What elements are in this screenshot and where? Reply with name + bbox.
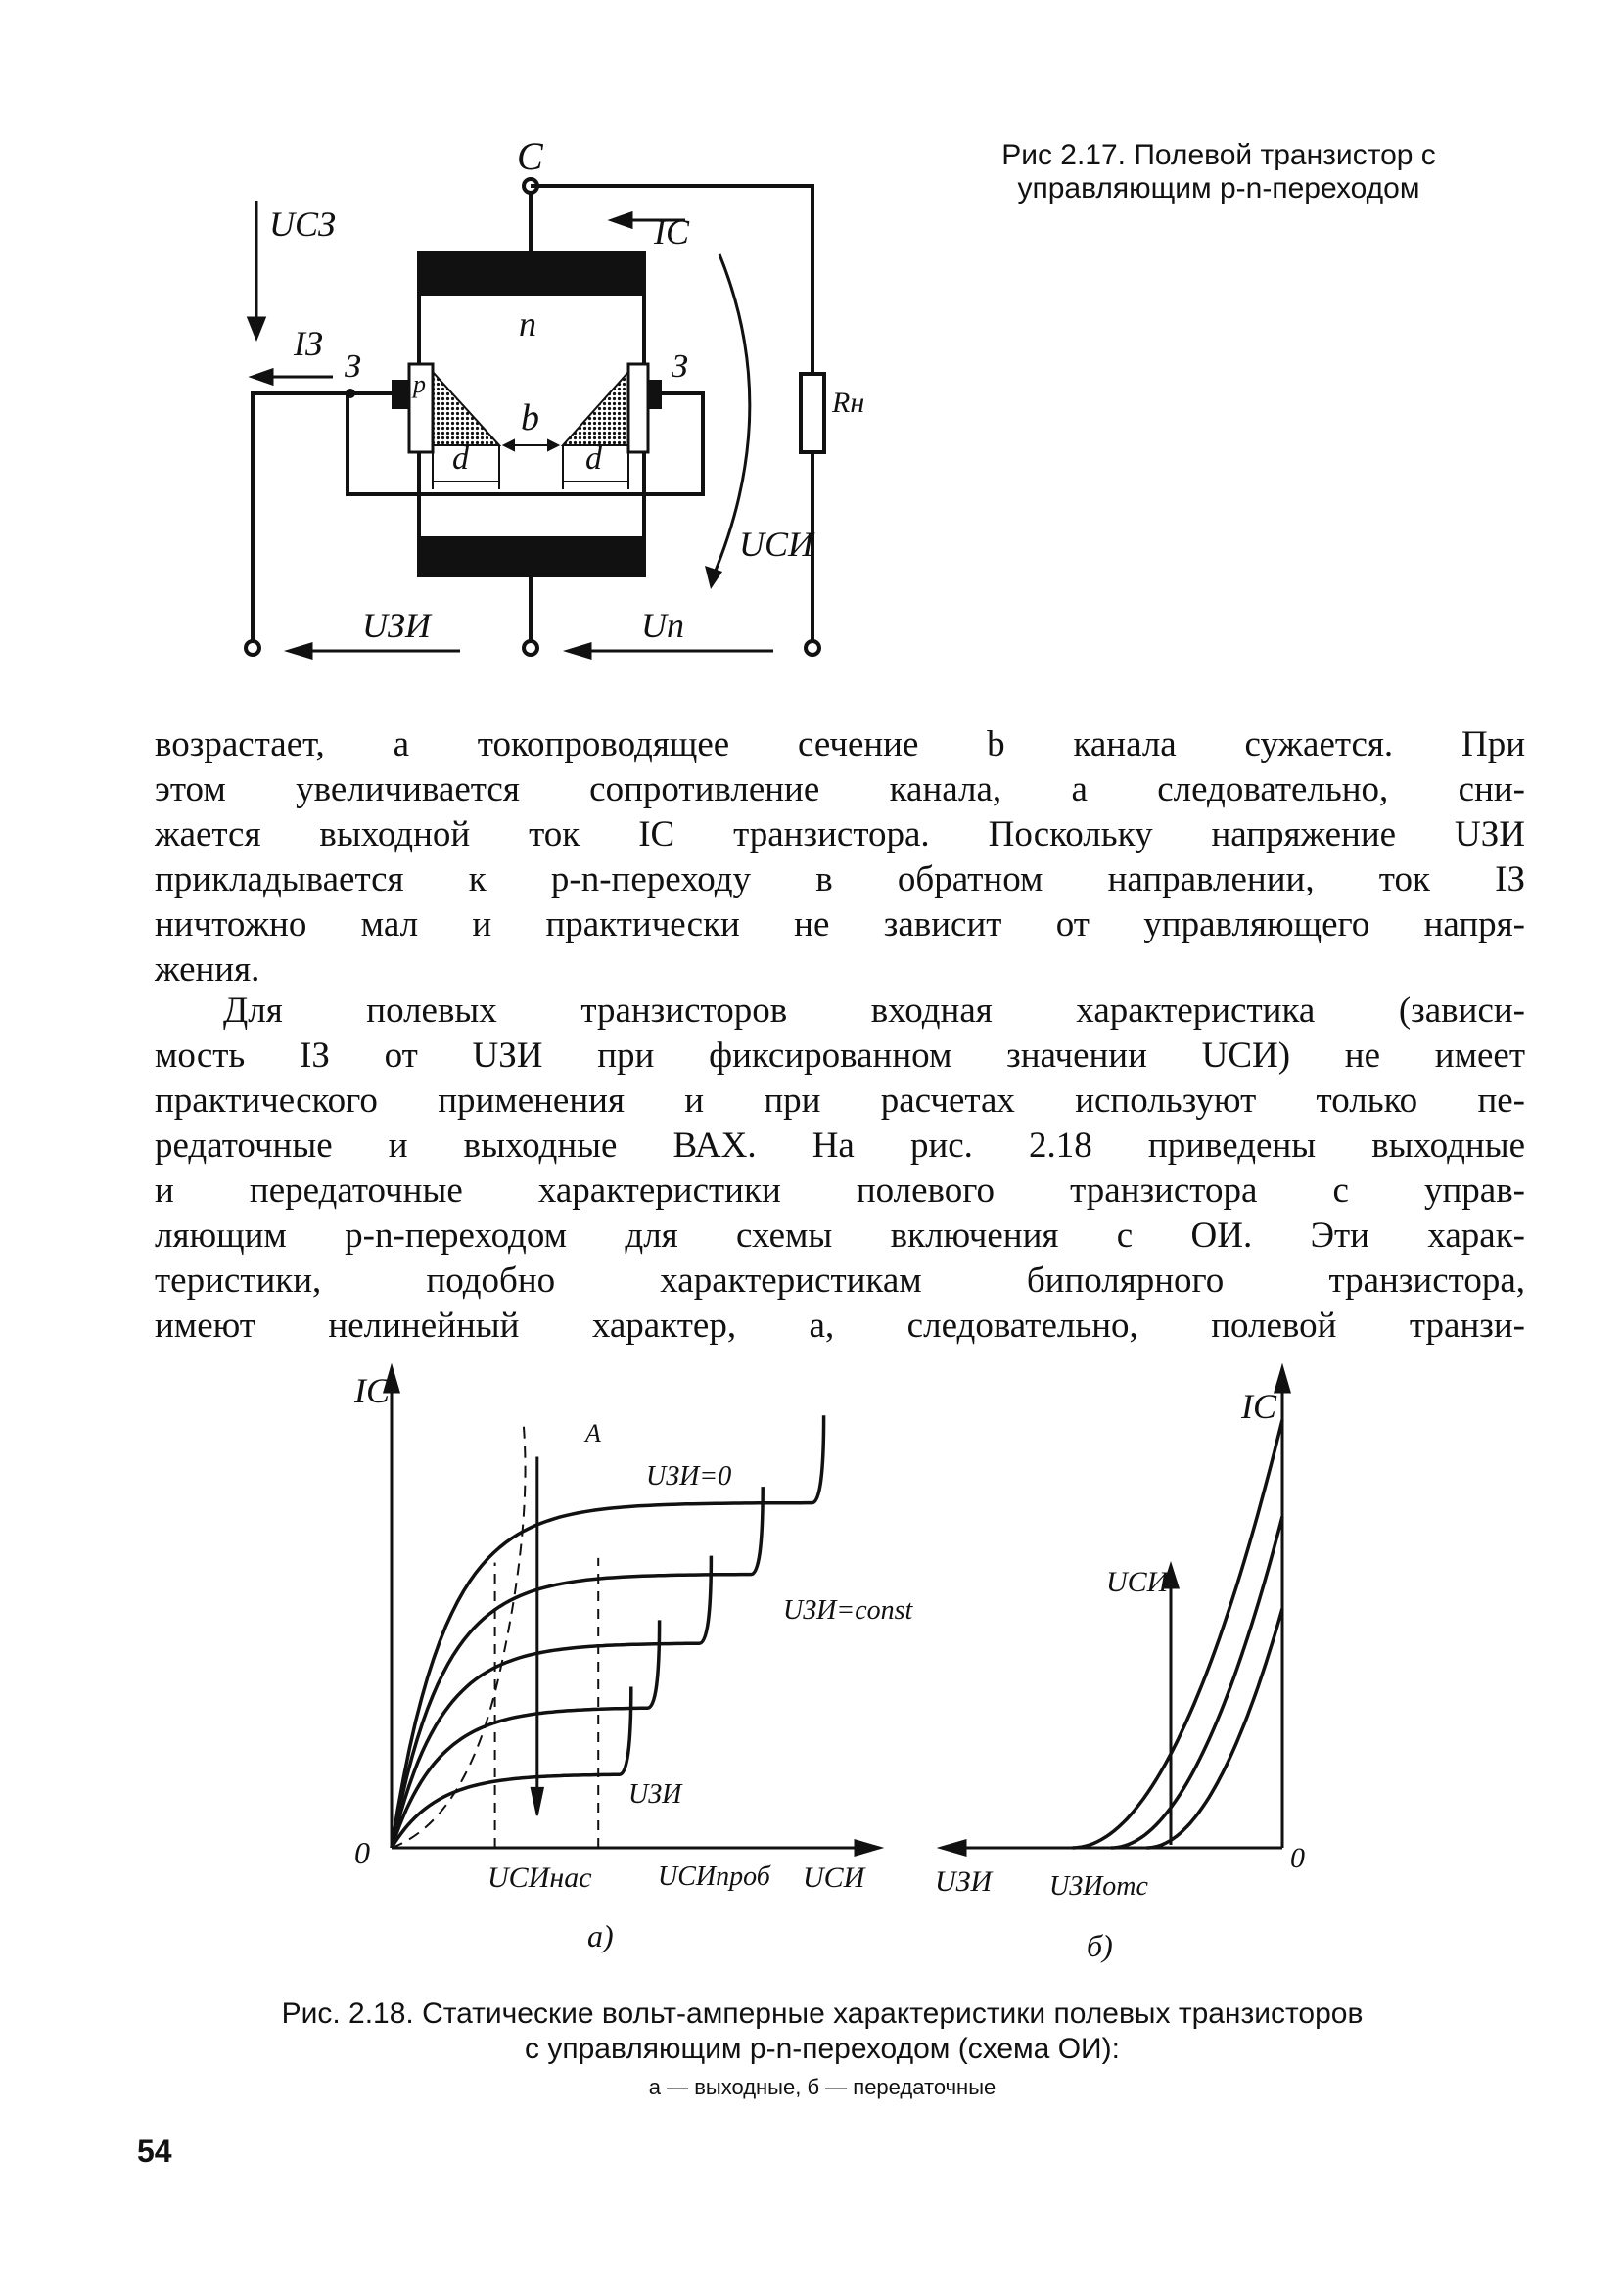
text-line: практического применения и при расчетах используют только пе- bbox=[155, 1080, 1525, 1121]
chart-a-annotation-a: A bbox=[585, 1419, 601, 1447]
chart-a-title: а) bbox=[587, 1918, 614, 1953]
chart-a-tick-usinas: UСИнас bbox=[487, 1861, 592, 1894]
figure-2-17-caption bbox=[925, 139, 1512, 206]
gate-source-terminal bbox=[246, 641, 259, 655]
label-u-p: Uп bbox=[641, 606, 684, 645]
label-i-z: IЗ bbox=[294, 324, 323, 363]
figure-2-18-caption-sub: а — выходные, б — передаточные bbox=[648, 2075, 997, 2099]
text-line: и передаточные характеристики полевого транзистора с управ- bbox=[155, 1171, 1525, 1211]
chart-a-annotation-uzi0: UЗИ=0 bbox=[646, 1461, 732, 1492]
depletion-region-left bbox=[433, 372, 499, 445]
gate-contact-right bbox=[648, 380, 662, 409]
label-gate-right: З bbox=[672, 348, 688, 385]
drain-electrode bbox=[419, 253, 644, 296]
text-line: имеют нелинейный характер, а, следовательно, полевой транзи- bbox=[155, 1306, 1525, 1346]
load-resistor bbox=[801, 374, 824, 452]
chart-b-ylabel: IС bbox=[1241, 1387, 1276, 1426]
chart-b-title: б) bbox=[1087, 1928, 1113, 1963]
text-line: прикладывается к p-n-переходу в обратном направлении, ток IЗ bbox=[155, 859, 1525, 899]
text-line: возрастает, а токопроводящее сечение b канала сужается. При bbox=[155, 724, 1525, 764]
chart-b-curve-1 bbox=[1073, 1420, 1283, 1848]
label-u-zi: UЗИ bbox=[362, 606, 431, 645]
text-line: мость IЗ от UЗИ при фиксированном значении UСИ) не имеет bbox=[155, 1035, 1525, 1076]
gate-contact-left bbox=[392, 380, 409, 409]
label-n-region: n bbox=[519, 304, 536, 344]
figure-2-18-caption-line1: Рис. 2.18. Статические вольт-амперные характеристики полевых транзисторов bbox=[281, 1998, 1364, 2030]
source-terminal bbox=[524, 641, 537, 655]
figure-2-18-caption bbox=[147, 1997, 1498, 2067]
chart-b-annotation-uci: UСИ bbox=[1106, 1566, 1169, 1598]
label-r-n: Rн bbox=[832, 387, 865, 419]
label-depletion-left: d bbox=[452, 440, 469, 477]
chart-a-origin: 0 bbox=[354, 1835, 370, 1870]
label-channel-width: b bbox=[521, 397, 539, 438]
text-line: ляющим p-n-переходом для схемы включения с ОИ. Эти харак- bbox=[155, 1216, 1525, 1256]
figure-2-17 bbox=[0, 0, 1623, 705]
text-line: ничтожно мал и практически не зависит от управляющего напря- bbox=[155, 904, 1525, 944]
chart-b-tick-uziots: UЗИотс bbox=[1049, 1871, 1148, 1902]
text-line: Для полевых транзисторов входная характеристика (зависи- bbox=[223, 990, 1525, 1031]
text-line: жения. bbox=[155, 949, 260, 989]
label-drain: С bbox=[517, 134, 543, 178]
label-u-cz: UСЗ bbox=[269, 205, 336, 244]
depletion-region-right bbox=[563, 372, 628, 445]
label-depletion-right: d bbox=[585, 440, 602, 477]
figure-2-18-caption-line2: с управляющим p-n-переходом (схема ОИ): bbox=[525, 2033, 1120, 2065]
label-gate-left: З bbox=[345, 348, 361, 385]
source-electrode bbox=[419, 538, 644, 575]
figure-2-17-caption-line2: управляющим р-n-переходом bbox=[1017, 172, 1420, 205]
page-number: 54 bbox=[137, 2134, 172, 2169]
chart-a-ylabel: IС bbox=[354, 1371, 390, 1410]
text-line: жается выходной ток IС транзистора. Поскольку напряжение UЗИ bbox=[155, 814, 1525, 854]
chart-a-tick-usiprob: UСИпроб bbox=[658, 1861, 770, 1892]
chart-a-annotation-const: UЗИ=const bbox=[783, 1595, 913, 1626]
chart-b-origin: 0 bbox=[1290, 1842, 1305, 1874]
chart-a-xlabel: UСИ bbox=[803, 1861, 865, 1894]
supply-terminal bbox=[806, 641, 819, 655]
text-line: редаточные и выходные ВАХ. На рис. 2.18 приведены выходные bbox=[155, 1125, 1525, 1166]
p-region-right bbox=[628, 364, 648, 452]
text-line: этом увеличивается сопротивление канала, а следовательно, сни- bbox=[155, 769, 1525, 809]
chart-a-annotation-uzi: UЗИ bbox=[628, 1779, 682, 1810]
label-u-ci: UСИ bbox=[739, 525, 814, 564]
chart-b-xlabel: UЗИ bbox=[935, 1865, 993, 1898]
label-p-region: p bbox=[413, 370, 426, 398]
paragraph-2 bbox=[155, 988, 1525, 1349]
label-i-c: IС bbox=[654, 212, 689, 252]
text-line: теристики, подобно характеристикам биполярного транзистора, bbox=[155, 1261, 1525, 1301]
paragraph-1 bbox=[155, 722, 1525, 992]
figure-2-17-caption-line1: Рис 2.17. Полевой транзистор с bbox=[1001, 139, 1436, 171]
